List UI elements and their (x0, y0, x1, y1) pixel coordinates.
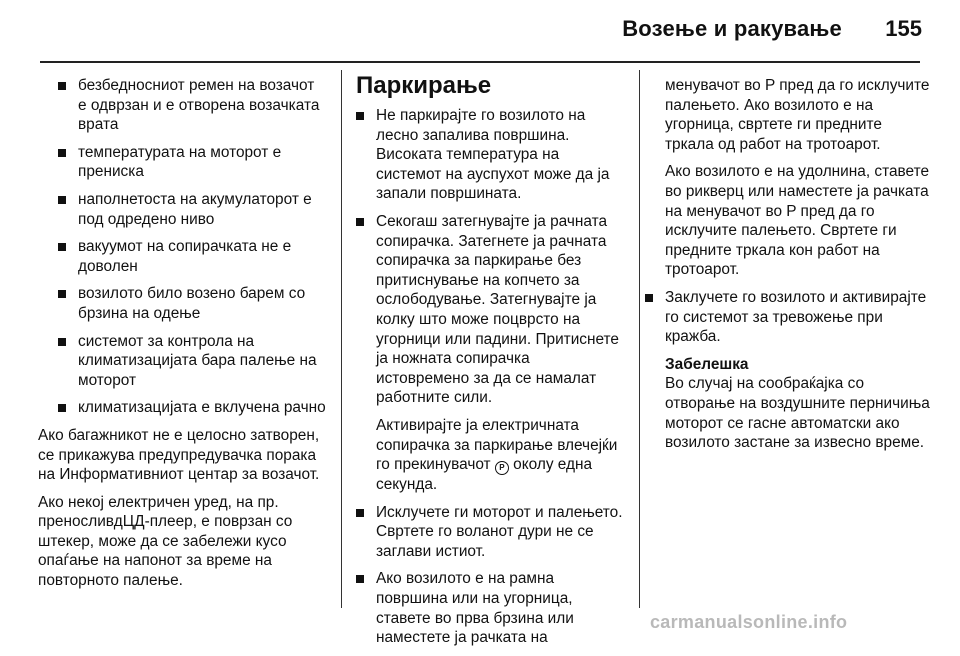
list-item: Заклучете го возилото и активирајте го системот за тревожење при кражба. (645, 288, 933, 347)
paragraph-trunk-warning: Ако багажникот не е целосно затворен, се прикажува предупредувачка порака на Информативниот центар за возачот. (38, 426, 320, 484)
bullet-square-icon (356, 509, 364, 517)
paragraph-uphill: менувачот во P пред да го исклучите палењето. Ако возилото е на угорница, свртете ги предните тркала од работ на тротоарот. (665, 77, 930, 153)
header-title: Возење и ракување (622, 16, 842, 41)
bullet-square-icon (356, 575, 364, 583)
page-header (0, 0, 960, 62)
parking-brake-icon: P (495, 461, 509, 475)
paragraph-downhill: Ако возилото е на удолнина, ставете во рикверц или наместете ја рачката на менувачот во P пред да го исклучите палењето. Свртете ги предните тркала кон работ на тротоарот. (665, 163, 929, 279)
bullet-square-icon (58, 149, 66, 157)
bullet-square-icon (58, 338, 66, 346)
header-divider (40, 61, 920, 63)
bullet-square-icon (645, 294, 653, 302)
page-number: 155 (885, 16, 922, 41)
note-title: Забелешка (665, 355, 749, 373)
paragraph-voltage-drop: Ако некој електричен уред, на пр. преносливдЦД-плеер, е поврзан со штекер, може да се забележи кусо опаѓање на напонот за време на повторното палење. (38, 493, 293, 590)
list-item: Секогаш затегнувајте ја рачната сопирачка. Затегнете ја рачната сопирачка за паркирање без притиснување на копчето за ослободување. Затегнувајте ја колку што може поцврсто на угорници или падини. Притиснете ја ножната сопирачка истовремено за да се намалат работните сили. (356, 212, 624, 408)
list-item: Не паркирајте го возилото на лесно запалива површина. Високата температура на системот на ауспухот може да ја запали површината. (356, 106, 624, 204)
bullet-square-icon (58, 404, 66, 412)
column-2 (356, 72, 624, 656)
bullet-square-icon (356, 112, 364, 120)
note-text: Во случај на сообраќајка со отворање на воздушните перничиња моторот се гасне автоматски ако возилото застане за извесно време. (665, 375, 930, 452)
bullet-square-icon (58, 196, 66, 204)
list-item: Исклучете ги моторот и палењето. Свртете го воланот дури не се заглави истиот. (356, 503, 624, 562)
list-item: вакуумот на сопирачката не е доволен (58, 237, 326, 276)
column-1 (38, 76, 326, 599)
list-item: Ако возилото е на рамна површина или на угорница, ставете во прва брзина или наместете ја рачката на (356, 569, 624, 647)
list-item: температурата на моторот е прениска (58, 143, 326, 182)
list-item: безбедносниот ремен на возачот е одврзан и е отворена возачката врата (58, 76, 326, 135)
list-item: наполнетоста на акумулаторот е под одредено ниво (58, 190, 326, 229)
bullet-square-icon (58, 243, 66, 251)
list-item: возилото било возено барем со брзина на одење (58, 284, 326, 323)
column-divider-1 (341, 70, 342, 608)
list-item: климатизацијата е вклучена рачно (58, 398, 326, 418)
column-3 (665, 76, 933, 461)
section-title-parking: Паркирање (356, 72, 492, 99)
bullet-square-icon (58, 290, 66, 298)
bullet-square-icon (58, 82, 66, 90)
column-divider-2 (639, 70, 640, 608)
bullet-square-icon (356, 218, 364, 226)
list-item: системот за контрола на климатизацијата бара палење на моторот (58, 332, 326, 391)
watermark: carmanualsonline.info (650, 612, 848, 632)
paragraph-electric-brake: Активирајте ја електричната сопирачка за паркирање влечејќи го прекинувачот P околу една секунда. (376, 416, 618, 494)
